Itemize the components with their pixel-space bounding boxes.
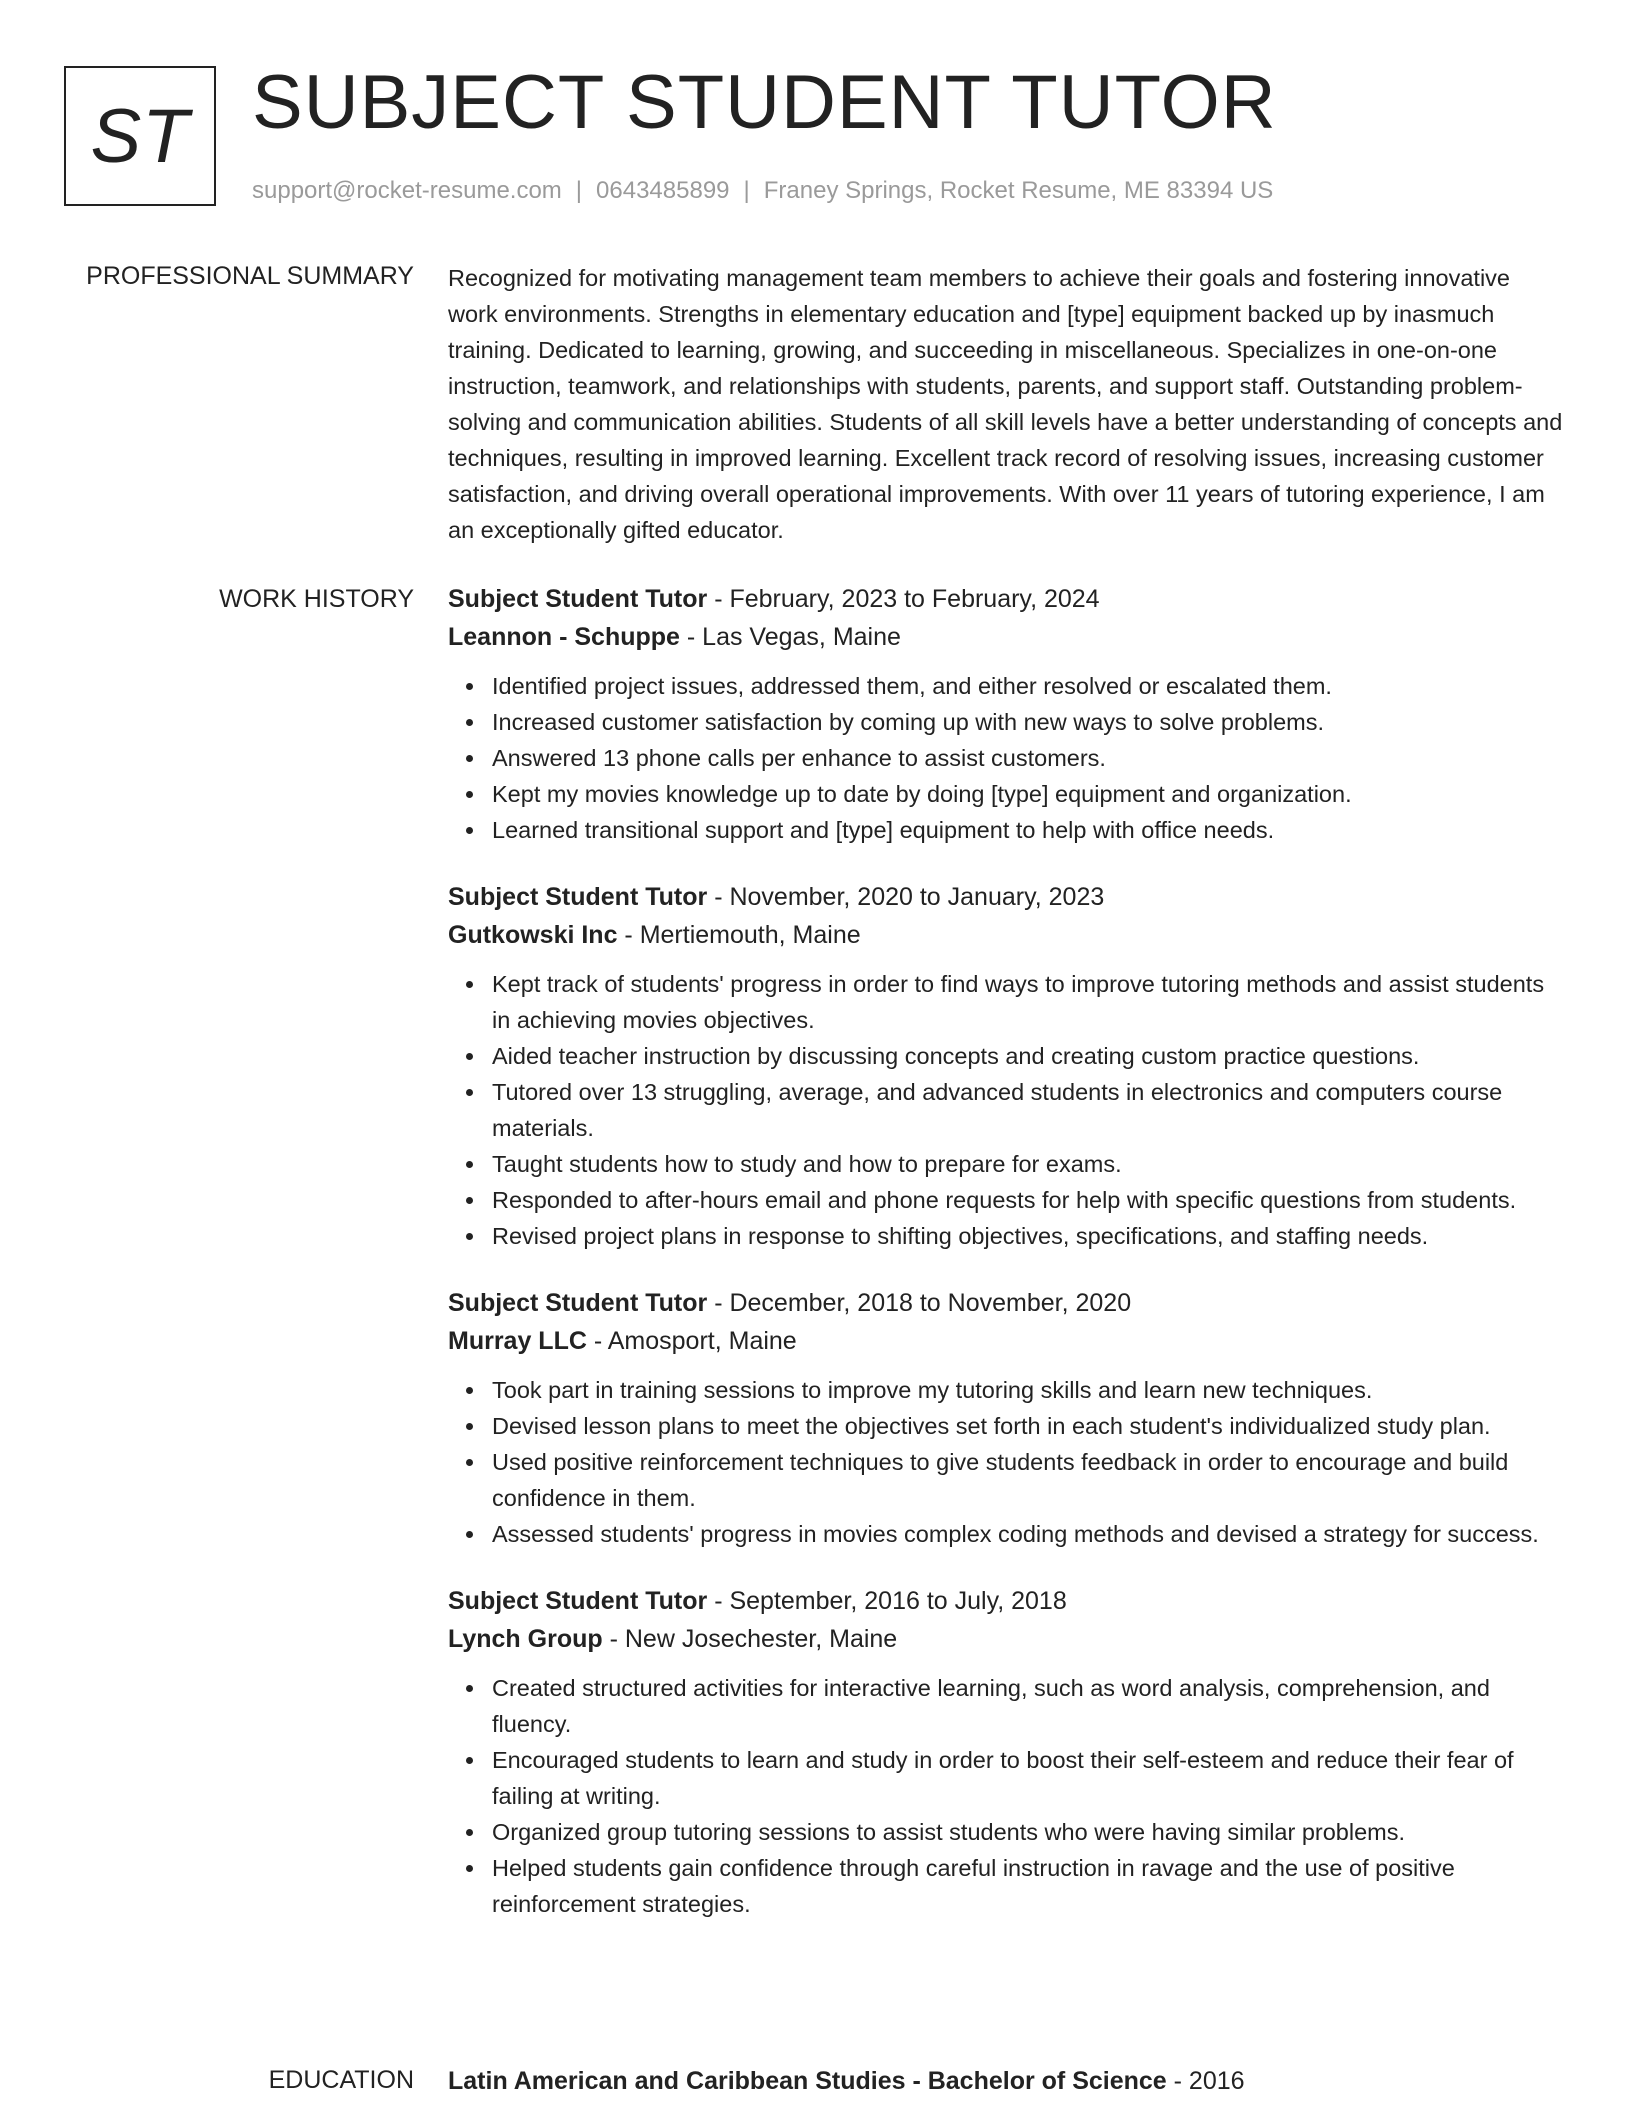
- job-company-line: [448, 618, 1566, 656]
- monogram-badge: [64, 66, 216, 206]
- job-dates: - September, 2016 to July, 2018: [707, 1587, 1067, 1615]
- job-location: - Amosport, Maine: [586, 1327, 797, 1355]
- job-title-line: [448, 580, 1566, 618]
- list-item: Assessed students' progress in movies complex coding methods and devised a strategy for success.: [492, 1516, 1566, 1552]
- job-title-line: [448, 1582, 1566, 1620]
- list-item: Took part in training sessions to improve my tutoring skills and learn new techniques.: [492, 1372, 1566, 1408]
- job-location: - Mertiemouth, Maine: [617, 921, 861, 949]
- list-item: Kept track of students' progress in order to find ways to improve tutoring methods and assist students in achieving movies objectives.: [492, 966, 1566, 1038]
- job-dates: - February, 2023 to February, 2024: [707, 585, 1100, 613]
- list-item: Learned transitional support and [type] equipment to help with office needs.: [492, 812, 1566, 848]
- job-title-line: [448, 1284, 1566, 1322]
- list-item: Kept my movies knowledge up to date by doing [type] equipment and organization.: [492, 776, 1566, 812]
- job-company: Murray LLC: [448, 1327, 587, 1355]
- section-label-education: EDUCATION: [268, 2066, 414, 2094]
- job-entry: [448, 1582, 1566, 1922]
- section-label-work-history: WORK HISTORY: [219, 585, 414, 613]
- list-item: Helped students gain confidence through careful instruction in ravage and the use of positive reinforcement strategies.: [492, 1850, 1566, 1922]
- job-company-line: [448, 1620, 1566, 1658]
- job-bullets: [448, 966, 1566, 1254]
- contact-phone: 0643485899: [596, 177, 730, 204]
- job-entry: [448, 878, 1566, 1254]
- job-title: Subject Student Tutor: [448, 883, 708, 911]
- summary-section: [448, 260, 1566, 548]
- list-item: Answered 13 phone calls per enhance to assist customers.: [492, 740, 1566, 776]
- contact-line: [252, 176, 1273, 206]
- contact-email: support@rocket-resume.com: [252, 177, 562, 204]
- job-dates: - November, 2020 to January, 2023: [707, 883, 1105, 911]
- list-item: Used positive reinforcement techniques to give students feedback in order to encourage and build confidence in them.: [492, 1444, 1566, 1516]
- list-item: Organized group tutoring sessions to assist students who were having similar problems.: [492, 1814, 1566, 1850]
- work-history-section: [448, 580, 1566, 1952]
- contact-location: Franey Springs, Rocket Resume, ME 83394 US: [763, 177, 1274, 204]
- contact-separator: |: [575, 177, 583, 204]
- list-item: Aided teacher instruction by discussing concepts and creating custom practice questions.: [492, 1038, 1566, 1074]
- education-degree: Latin American and Caribbean Studies - Bachelor of Science: [448, 2067, 1167, 2095]
- job-company-line: [448, 916, 1566, 954]
- list-item: Devised lesson plans to meet the objectives set forth in each student's individualized study plan.: [492, 1408, 1566, 1444]
- job-company: Leannon - Schuppe: [448, 623, 680, 651]
- list-item: Tutored over 13 struggling, average, and advanced students in electronics and computers course materials.: [492, 1074, 1566, 1146]
- education-section: [448, 2062, 1566, 2100]
- section-label-summary: PROFESSIONAL SUMMARY: [86, 262, 414, 290]
- job-company-line: [448, 1322, 1566, 1360]
- monogram-initials: ST: [90, 93, 190, 179]
- education-year: - 2016: [1166, 2067, 1245, 2095]
- job-company: Lynch Group: [448, 1625, 603, 1653]
- job-title: Subject Student Tutor: [448, 1289, 708, 1317]
- job-bullets: [448, 668, 1566, 848]
- list-item: Increased customer satisfaction by coming up with new ways to solve problems.: [492, 704, 1566, 740]
- contact-separator: |: [743, 177, 750, 204]
- list-item: Responded to after-hours email and phone requests for help with specific questions from students.: [492, 1182, 1566, 1218]
- list-item: Revised project plans in response to shifting objectives, specifications, and staffing needs.: [492, 1218, 1566, 1254]
- job-bullets: [448, 1372, 1566, 1552]
- summary-text: Recognized for motivating management team members to achieve their goals and fostering innovative work environments. Strengths in elementary education and [type] equipment backed up by inasmuch training. Dedicated to learning, growing, and succeeding in miscellaneous. Specializes in one-on-one instruction, teamwork, and relationships with students, parents, and support staff. Outstanding problem-solving and communication abilities. Students of all skill levels have a better understanding of concepts and techniques, resulting in improved learning. Excellent track record of resolving issues, increasing customer satisfaction, and driving overall operational improvements. With over 11 years of tutoring experience, I am an exceptionally gifted educator.: [448, 265, 1563, 543]
- job-dates: - December, 2018 to November, 2020: [707, 1289, 1132, 1317]
- job-entry: [448, 580, 1566, 848]
- job-bullets: [448, 1670, 1566, 1922]
- list-item: Identified project issues, addressed them, and either resolved or escalated them.: [492, 668, 1566, 704]
- job-entry: [448, 1284, 1566, 1552]
- list-item: Taught students how to study and how to prepare for exams.: [492, 1146, 1566, 1182]
- education-entry: [448, 2062, 1566, 2100]
- list-item: Created structured activities for interactive learning, such as word analysis, comprehension, and fluency.: [492, 1670, 1566, 1742]
- job-location: - Las Vegas, Maine: [679, 623, 901, 651]
- list-item: Encouraged students to learn and study in order to boost their self-esteem and reduce their fear of failing at writing.: [492, 1742, 1566, 1814]
- resume-name: SUBJECT STUDENT TUTOR: [252, 60, 1277, 145]
- job-title: Subject Student Tutor: [448, 1587, 708, 1615]
- job-company: Gutkowski Inc: [448, 921, 618, 949]
- job-location: - New Josechester, Maine: [602, 1625, 898, 1653]
- job-title: Subject Student Tutor: [448, 585, 708, 613]
- job-title-line: [448, 878, 1566, 916]
